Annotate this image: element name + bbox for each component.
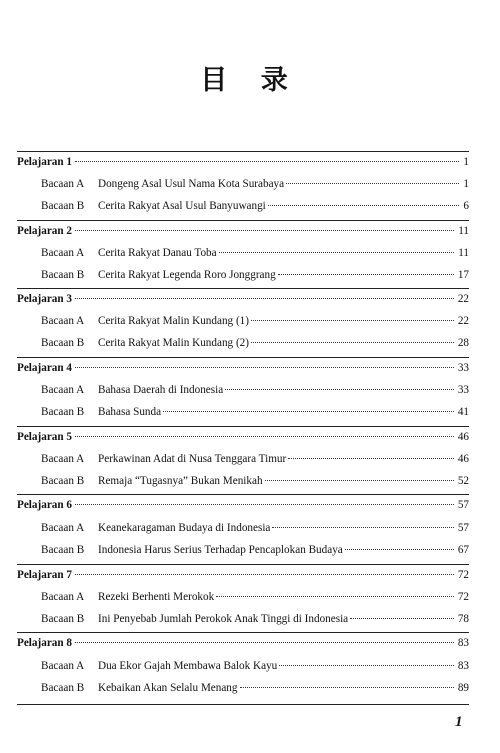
dot-leader — [75, 503, 454, 505]
entry-page: 57 — [457, 522, 469, 534]
entry-code: Bacaan A — [41, 315, 85, 327]
bottom-divider — [17, 704, 469, 705]
toc-chapter[interactable] — [17, 430, 469, 444]
toc-entry[interactable] — [41, 521, 469, 535]
toc-entry[interactable] — [41, 177, 469, 191]
toc-entry[interactable] — [41, 543, 469, 557]
toc-chapter[interactable] — [17, 155, 469, 169]
dot-leader — [75, 435, 454, 437]
entry-page: 83 — [457, 660, 469, 672]
entry-code: Bacaan B — [41, 682, 85, 694]
dot-leader — [288, 457, 454, 459]
entry-code: Bacaan B — [41, 337, 85, 349]
entry-code: Bacaan B — [41, 544, 85, 556]
chapter-page: 33 — [457, 362, 469, 374]
toc-entry[interactable] — [41, 383, 469, 397]
entry-page: 6 — [463, 200, 469, 212]
entry-title: Cerita Rakyat Malin Kundang (1) — [98, 315, 249, 327]
chapter-page: 1 — [463, 156, 469, 168]
toc-chapter[interactable] — [17, 568, 469, 582]
toc-entry[interactable] — [41, 246, 469, 260]
entry-code: Bacaan B — [41, 269, 85, 281]
toc-entry[interactable] — [41, 336, 469, 350]
toc-entry[interactable] — [41, 452, 469, 466]
entry-title: Cerita Rakyat Malin Kundang (2) — [98, 337, 249, 349]
entry-title: Remaja “Tugasnya” Bukan Menikah — [98, 475, 263, 487]
entry-code: Bacaan B — [41, 200, 85, 212]
entry-title: Cerita Rakyat Danau Toba — [98, 247, 217, 259]
entry-code: Bacaan A — [41, 178, 85, 190]
entry-page: 17 — [457, 269, 469, 281]
section-divider — [17, 151, 469, 152]
chapter-label: Pelajaran 5 — [17, 431, 72, 443]
chapter-label: Pelajaran 4 — [17, 362, 72, 374]
dot-leader — [278, 273, 454, 275]
entry-page: 22 — [457, 315, 469, 327]
toc-chapter[interactable] — [17, 498, 469, 512]
toc-entry[interactable] — [41, 681, 469, 695]
toc-chapter[interactable] — [17, 361, 469, 375]
toc-entry[interactable] — [41, 268, 469, 282]
entry-title: Rezeki Berhenti Merokok — [98, 591, 215, 603]
dot-leader — [75, 573, 454, 575]
entry-page: 89 — [457, 682, 469, 694]
dot-leader — [251, 341, 454, 343]
chapter-page: 72 — [457, 569, 469, 581]
dot-leader — [268, 204, 460, 206]
dot-leader — [279, 664, 454, 666]
entry-page: 41 — [457, 406, 469, 418]
chapter-page: 22 — [457, 293, 469, 305]
chapter-label: Pelajaran 1 — [17, 156, 72, 168]
dot-leader — [75, 160, 459, 162]
dot-leader — [75, 297, 454, 299]
entry-title: Cerita Rakyat Legenda Roro Jonggrang — [98, 269, 276, 281]
chapter-page: 11 — [458, 225, 469, 237]
dot-leader — [345, 548, 454, 550]
dot-leader — [251, 319, 454, 321]
dot-leader — [216, 595, 454, 597]
entry-title: Keanekaragaman Budaya di Indonesia — [98, 522, 271, 534]
entry-page: 46 — [457, 453, 469, 465]
toc-entry[interactable] — [41, 612, 469, 626]
dot-leader — [286, 182, 459, 184]
entry-code: Bacaan B — [41, 406, 85, 418]
chapter-page: 46 — [457, 431, 469, 443]
dot-leader — [272, 526, 453, 528]
entry-title: Cerita Rakyat Asal Usul Banyuwangi — [98, 200, 266, 212]
dot-leader — [265, 479, 454, 481]
entry-page: 28 — [457, 337, 469, 349]
entry-page: 52 — [457, 475, 469, 487]
dot-leader — [75, 641, 454, 643]
entry-page: 72 — [457, 591, 469, 603]
entry-title: Kebaikan Akan Selalu Menang — [98, 682, 238, 694]
entry-code: Bacaan B — [41, 613, 85, 625]
section-divider — [17, 357, 469, 358]
dot-leader — [163, 410, 454, 412]
page-title: 目 录 — [200, 65, 300, 96]
entry-code: Bacaan B — [41, 475, 85, 487]
page-number: 1 — [455, 714, 463, 730]
entry-code: Bacaan A — [41, 384, 85, 396]
dot-leader — [75, 229, 454, 231]
entry-title: Indonesia Harus Serius Terhadap Pencaplokan Budaya — [98, 544, 343, 556]
chapter-label: Pelajaran 8 — [17, 637, 72, 649]
entry-page: 33 — [457, 384, 469, 396]
toc-entry[interactable] — [41, 199, 469, 213]
dot-leader — [225, 388, 454, 390]
dot-leader — [350, 617, 454, 619]
entry-code: Bacaan A — [41, 247, 85, 259]
entry-code: Bacaan A — [41, 453, 85, 465]
entry-page: 1 — [463, 178, 469, 190]
dot-leader — [75, 366, 454, 368]
entry-page: 67 — [457, 544, 469, 556]
chapter-label: Pelajaran 7 — [17, 569, 72, 581]
chapter-label: Pelajaran 3 — [17, 293, 72, 305]
entry-title: Perkawinan Adat di Nusa Tenggara Timur — [98, 453, 287, 465]
entry-title: Bahasa Daerah di Indonesia — [98, 384, 224, 396]
chapter-label: Pelajaran 6 — [17, 499, 72, 511]
chapter-page: 57 — [457, 499, 469, 511]
section-divider — [17, 220, 469, 221]
section-divider — [17, 494, 469, 495]
section-divider — [17, 288, 469, 289]
entry-title: Dua Ekor Gajah Membawa Balok Kayu — [98, 660, 278, 672]
dot-leader — [240, 686, 454, 688]
entry-title: Ini Penyebab Jumlah Perokok Anak Tinggi di Indonesia — [98, 613, 349, 625]
toc-entry[interactable] — [41, 590, 469, 604]
dot-leader — [219, 251, 455, 253]
toc-chapter[interactable] — [17, 636, 469, 650]
toc-entry[interactable] — [41, 405, 469, 419]
entry-code: Bacaan A — [41, 591, 85, 603]
entry-page: 11 — [458, 247, 469, 259]
toc-chapter[interactable] — [17, 224, 469, 238]
toc-chapter[interactable] — [17, 292, 469, 306]
section-divider — [17, 632, 469, 633]
section-divider — [17, 426, 469, 427]
toc-entry[interactable] — [41, 314, 469, 328]
entry-title: Dongeng Asal Usul Nama Kota Surabaya — [98, 178, 285, 190]
chapter-page: 83 — [457, 637, 469, 649]
entry-code: Bacaan A — [41, 660, 85, 672]
toc-entry[interactable] — [41, 474, 469, 488]
entry-title: Bahasa Sunda — [98, 406, 162, 418]
entry-page: 78 — [457, 613, 469, 625]
chapter-label: Pelajaran 2 — [17, 225, 72, 237]
toc-entry[interactable] — [41, 659, 469, 673]
entry-code: Bacaan A — [41, 522, 85, 534]
section-divider — [17, 564, 469, 565]
